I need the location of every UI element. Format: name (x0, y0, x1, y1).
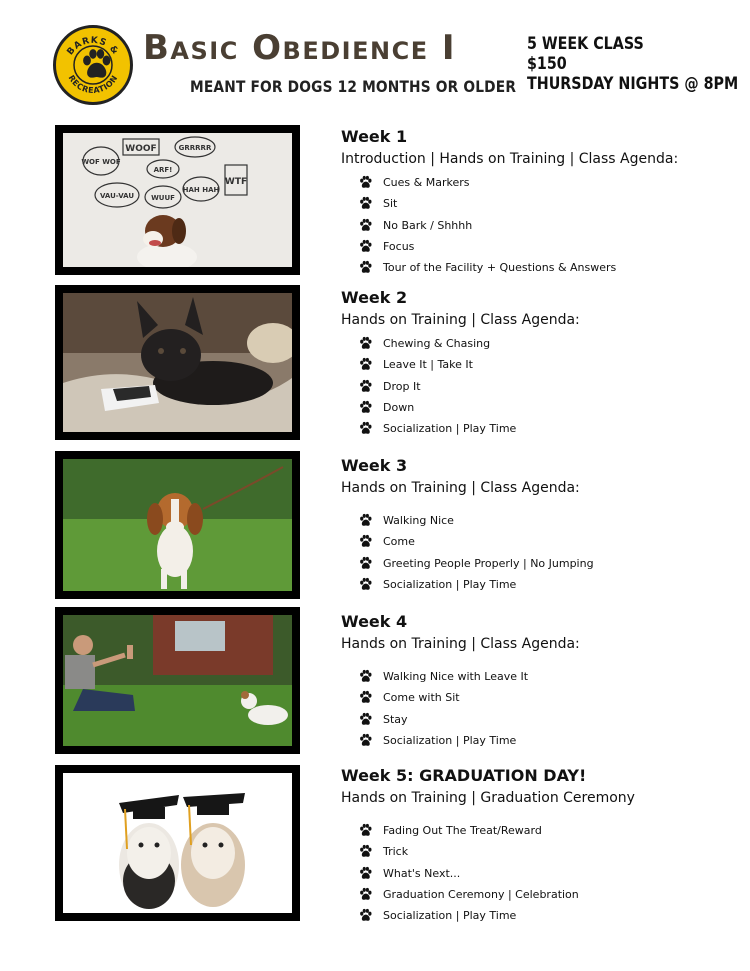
list-item: Leave It | Take It (341, 354, 731, 375)
paw-icon (358, 196, 373, 211)
list-item: Socialization | Play Time (341, 905, 731, 926)
paw-icon (358, 400, 373, 415)
list-item: Socialization | Play Time (341, 418, 731, 439)
list-item: Come (341, 531, 731, 552)
agenda-list (341, 333, 731, 439)
week-agenda: Hands on Training | Class Agenda: (341, 312, 580, 328)
list-item: Down (341, 397, 731, 418)
paw-icon (358, 712, 373, 727)
paw-icon (358, 379, 373, 394)
class-length: 5 WEEK CLASS (527, 34, 644, 54)
list-item: Stay (341, 709, 731, 730)
page-subtitle: MEANT FOR DOGS 12 MONTHS OR OLDER (190, 77, 517, 96)
list-item: Drop It (341, 376, 731, 397)
paw-icon (358, 218, 373, 233)
week-4-section (341, 612, 731, 751)
class-info (527, 34, 750, 94)
agenda-list (341, 666, 731, 751)
week-agenda: Introduction | Hands on Training | Class Agenda: (341, 151, 679, 167)
list-item: Walking Nice (341, 510, 731, 531)
week-title: Week 1 (341, 127, 408, 146)
list-item: Trick (341, 841, 731, 862)
list-item: Tour of the Facility + Questions & Answers (341, 257, 731, 278)
week-title: Week 3 (341, 456, 408, 475)
bark-word: ARF! (153, 166, 173, 174)
paw-icon (358, 669, 373, 684)
agenda-list (341, 172, 731, 278)
paw-icon (358, 534, 373, 549)
paw-icon (78, 47, 114, 83)
list-item: Fading Out The Treat/Reward (341, 820, 731, 841)
week-5-section (341, 766, 731, 926)
list-item: Graduation Ceremony | Celebration (341, 884, 731, 905)
paw-icon (358, 513, 373, 528)
bark-word: HAH HAH (182, 186, 220, 194)
week-3-photo (55, 451, 300, 599)
week-title: Week 5: GRADUATION DAY! (341, 766, 587, 785)
paw-icon (358, 823, 373, 838)
agenda-list (341, 510, 731, 595)
paw-icon (358, 357, 373, 372)
list-item: Sit (341, 193, 731, 214)
list-item: Walking Nice with Leave It (341, 666, 731, 687)
list-item: Come with Sit (341, 687, 731, 708)
paw-icon (358, 260, 373, 275)
paw-icon (358, 421, 373, 436)
logo-text-top: BARKS & (65, 35, 121, 58)
week-5-photo (55, 765, 300, 921)
list-item: Socialization | Play Time (341, 574, 731, 595)
paw-icon (358, 577, 373, 592)
week-agenda: Hands on Training | Graduation Ceremony (341, 790, 635, 806)
paw-icon (358, 336, 373, 351)
barks-recreation-logo (53, 25, 133, 105)
paw-icon (358, 844, 373, 859)
paw-icon (358, 866, 373, 881)
paw-icon (358, 887, 373, 902)
bark-word: WTF (224, 177, 248, 187)
week-4-photo (55, 607, 300, 754)
week-1-photo (55, 125, 300, 275)
list-item: Greeting People Properly | No Jumping (341, 553, 731, 574)
list-item: No Bark / Shhhh (341, 215, 731, 236)
paw-icon (358, 175, 373, 190)
page-title: Basic Obedience I (143, 28, 457, 68)
class-price: $150 (527, 54, 567, 74)
list-item: Socialization | Play Time (341, 730, 731, 751)
bark-word: WOOF (125, 144, 157, 154)
paw-icon (358, 690, 373, 705)
list-item: Cues & Markers (341, 172, 731, 193)
week-2-photo (55, 285, 300, 440)
bark-word: VAU-VAU (99, 192, 135, 200)
week-2-section (341, 288, 731, 439)
week-3-section (341, 456, 731, 595)
paw-icon (358, 908, 373, 923)
paw-icon (358, 556, 373, 571)
bark-word: WUUF (151, 194, 175, 202)
bark-word: WOF WOF (81, 158, 121, 166)
week-title: Week 2 (341, 288, 408, 307)
week-1-section (341, 127, 731, 278)
week-title: Week 4 (341, 612, 408, 631)
week-agenda: Hands on Training | Class Agenda: (341, 480, 580, 496)
paw-icon (358, 239, 373, 254)
list-item: Focus (341, 236, 731, 257)
class-schedule: THURSDAY NIGHTS @ 8PM (527, 74, 739, 94)
list-item: Chewing & Chasing (341, 333, 731, 354)
logo-text-bottom: RECREATION (66, 73, 120, 96)
agenda-list (341, 820, 731, 926)
list-item: What's Next... (341, 863, 731, 884)
week-agenda: Hands on Training | Class Agenda: (341, 636, 580, 652)
bark-word: GRRRRR (178, 144, 212, 152)
paw-icon (358, 733, 373, 748)
